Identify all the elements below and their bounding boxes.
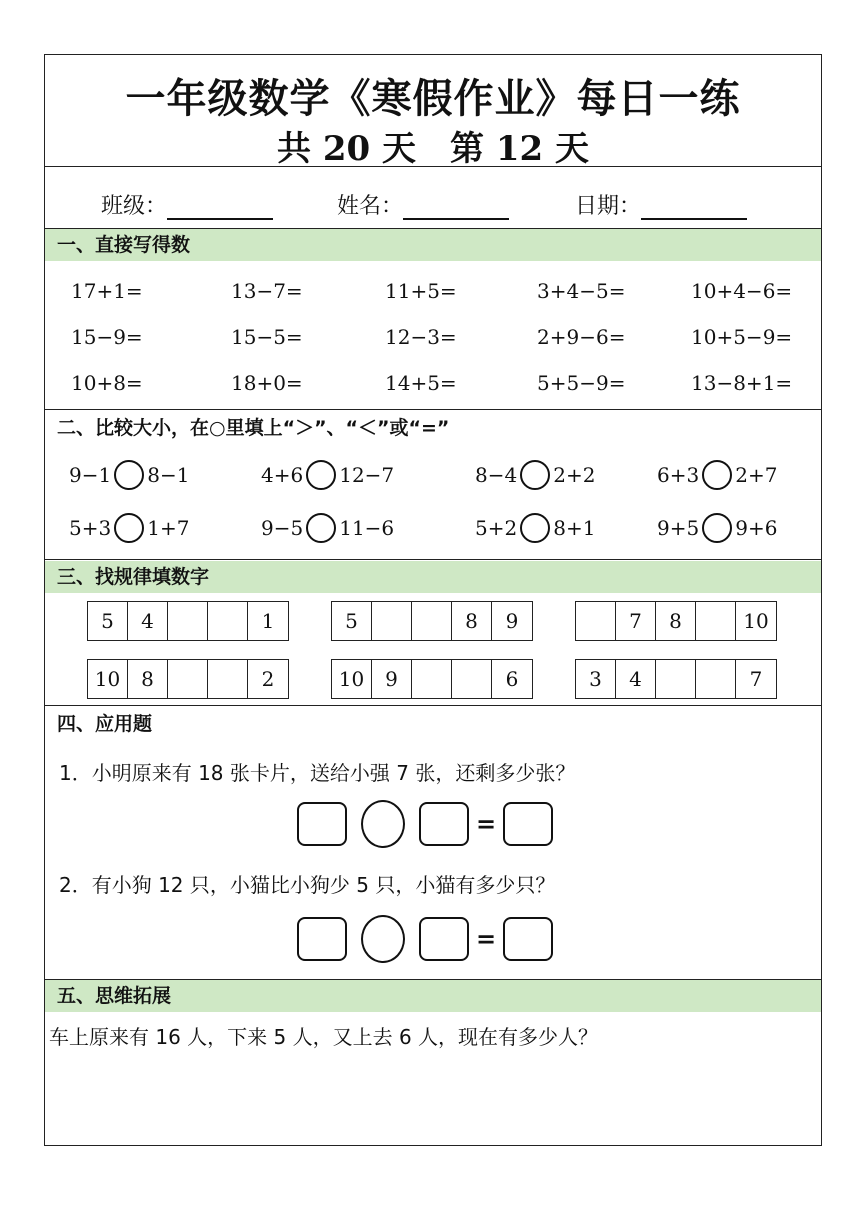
section5-title: 五、思维拓展 xyxy=(45,980,821,1012)
equation-item[interactable]: 17+1= xyxy=(71,279,143,303)
compare-circle[interactable] xyxy=(702,513,732,543)
sequence-blank-cell[interactable] xyxy=(696,660,736,698)
sequence-blank-cell[interactable] xyxy=(412,660,452,698)
equation-item[interactable]: 11+5= xyxy=(385,279,457,303)
sequence-cell: 4 xyxy=(616,660,656,698)
name-blank[interactable] xyxy=(403,198,509,220)
sequence-cell: 10 xyxy=(88,660,128,698)
equation-item[interactable]: 10+4−6= xyxy=(691,279,793,303)
section3-title: 三、找规律填数字 xyxy=(45,561,821,593)
comparison-right: 1+7 xyxy=(147,516,190,540)
worksheet-frame xyxy=(44,54,822,1146)
sequence-cell: 5 xyxy=(88,602,128,640)
sequence-cell: 1 xyxy=(261,609,275,633)
operand-box[interactable] xyxy=(297,917,347,961)
equation-item[interactable]: 10+5−9= xyxy=(691,325,793,349)
comparison-left: 5+3 xyxy=(69,516,112,540)
compare-circle[interactable] xyxy=(114,460,144,490)
divider xyxy=(45,166,821,167)
sequence-blank-cell[interactable] xyxy=(412,602,452,640)
sequence-row xyxy=(87,659,289,699)
sequence-cell: 10 xyxy=(332,660,372,698)
class-field[interactable] xyxy=(101,189,273,220)
sequence-blank-cell[interactable] xyxy=(208,602,248,640)
comparison-left: 9+5 xyxy=(657,516,700,540)
comparison-item xyxy=(261,460,394,490)
equation-item[interactable]: 5+5−9= xyxy=(537,371,626,395)
sequence-cell: 6 xyxy=(505,667,519,691)
equation-item[interactable]: 12−3= xyxy=(385,325,457,349)
section1-title: 一、直接写得数 xyxy=(45,229,821,261)
equation-item[interactable]: 14+5= xyxy=(385,371,457,395)
section4-title: 四、应用题 xyxy=(57,713,153,735)
comparison-right: 2+2 xyxy=(553,463,596,487)
comparison-left: 8−4 xyxy=(475,463,518,487)
sequence-row xyxy=(575,659,777,699)
section2-title: 二、比较大小，在○里填上“＞”、“＜”或“=” xyxy=(57,417,450,439)
date-label: 日期： xyxy=(575,194,642,219)
equals-sign: = xyxy=(475,925,497,953)
answer-row-1 xyxy=(297,800,553,848)
sequence-cell: 7 xyxy=(616,602,656,640)
equation-item[interactable]: 15−5= xyxy=(231,325,303,349)
equation-item[interactable]: 13−7= xyxy=(231,279,303,303)
sequence-cell: 5 xyxy=(332,602,372,640)
date-field[interactable] xyxy=(575,189,747,220)
comparison-item xyxy=(657,513,777,543)
equation-item[interactable]: 2+9−6= xyxy=(537,325,626,349)
equation-item[interactable]: 18+0= xyxy=(231,371,303,395)
class-label: 班级： xyxy=(101,194,168,219)
problem-1: 1．小明原来有 18 张卡片，送给小强 7 张，还剩多少张？ xyxy=(59,761,576,785)
sequence-blank-cell[interactable] xyxy=(168,660,208,698)
comparison-item xyxy=(475,513,595,543)
result-box[interactable] xyxy=(503,802,553,846)
operand-box[interactable] xyxy=(419,802,469,846)
sequence-cell: 3 xyxy=(576,660,616,698)
sequence-cell: 2 xyxy=(261,667,275,691)
equals-sign: = xyxy=(475,810,497,838)
sequence-row xyxy=(331,601,533,641)
sequence-row xyxy=(575,601,777,641)
comparison-left: 5+2 xyxy=(475,516,518,540)
section5-text: 车上原来有 16 人，下来 5 人，又上去 6 人，现在有多少人？ xyxy=(49,1025,599,1049)
sequence-cell: 8 xyxy=(656,602,696,640)
comparison-item xyxy=(475,460,595,490)
name-field[interactable] xyxy=(337,189,509,220)
sequence-blank-cell[interactable] xyxy=(452,660,492,698)
sequence-blank-cell[interactable] xyxy=(656,660,696,698)
sequence-blank-cell[interactable] xyxy=(576,602,616,640)
compare-circle[interactable] xyxy=(702,460,732,490)
divider xyxy=(45,705,821,706)
worksheet-subtitle: 共 20 天 第 12 天 xyxy=(277,129,589,169)
sequence-blank-cell[interactable] xyxy=(208,660,248,698)
comparison-item xyxy=(69,513,189,543)
divider xyxy=(45,559,821,560)
equation-item[interactable]: 15−9= xyxy=(71,325,143,349)
comparison-right: 2+7 xyxy=(735,463,778,487)
operator-circle[interactable] xyxy=(361,800,405,848)
sequence-cell: 8 xyxy=(128,660,168,698)
divider xyxy=(45,409,821,410)
sequence-blank-cell[interactable] xyxy=(168,602,208,640)
comparison-left: 4+6 xyxy=(261,463,304,487)
comparison-left: 9−1 xyxy=(69,463,112,487)
equation-item[interactable]: 10+8= xyxy=(71,371,143,395)
sequence-cell: 8 xyxy=(452,602,492,640)
sequence-cell: 9 xyxy=(372,660,412,698)
sequence-cell: 10 xyxy=(743,609,769,633)
compare-circle[interactable] xyxy=(114,513,144,543)
operand-box[interactable] xyxy=(419,917,469,961)
sequence-row xyxy=(331,659,533,699)
comparison-item xyxy=(657,460,777,490)
comparison-right: 9+6 xyxy=(735,516,778,540)
sequence-blank-cell[interactable] xyxy=(696,602,736,640)
answer-row-2 xyxy=(297,915,553,963)
comparison-item xyxy=(69,460,189,490)
comparison-right: 12−7 xyxy=(339,463,395,487)
comparison-left: 6+3 xyxy=(657,463,700,487)
class-blank[interactable] xyxy=(167,198,273,220)
comparison-right: 8+1 xyxy=(553,516,596,540)
operator-circle[interactable] xyxy=(361,915,405,963)
compare-circle[interactable] xyxy=(306,460,336,490)
date-blank[interactable] xyxy=(641,198,747,220)
comparison-item xyxy=(261,513,394,543)
worksheet-title: 一年级数学《寒假作业》每日一练 xyxy=(125,75,741,122)
compare-circle[interactable] xyxy=(520,460,550,490)
name-label: 姓名： xyxy=(337,194,404,219)
equation-item[interactable]: 13−8+1= xyxy=(691,371,793,395)
sequence-row xyxy=(87,601,289,641)
result-box[interactable] xyxy=(503,917,553,961)
equation-item[interactable]: 3+4−5= xyxy=(537,279,626,303)
compare-circle[interactable] xyxy=(520,513,550,543)
comparison-right: 11−6 xyxy=(339,516,395,540)
sequence-blank-cell[interactable] xyxy=(372,602,412,640)
sequence-cell: 7 xyxy=(749,667,763,691)
comparison-left: 9−5 xyxy=(261,516,304,540)
problem-2: 2．有小狗 12 只，小猫比小狗少 5 只，小猫有多少只？ xyxy=(59,873,556,897)
comparison-right: 8−1 xyxy=(147,463,190,487)
compare-circle[interactable] xyxy=(306,513,336,543)
operand-box[interactable] xyxy=(297,802,347,846)
sequence-cell: 9 xyxy=(505,609,519,633)
sequence-cell: 4 xyxy=(128,602,168,640)
